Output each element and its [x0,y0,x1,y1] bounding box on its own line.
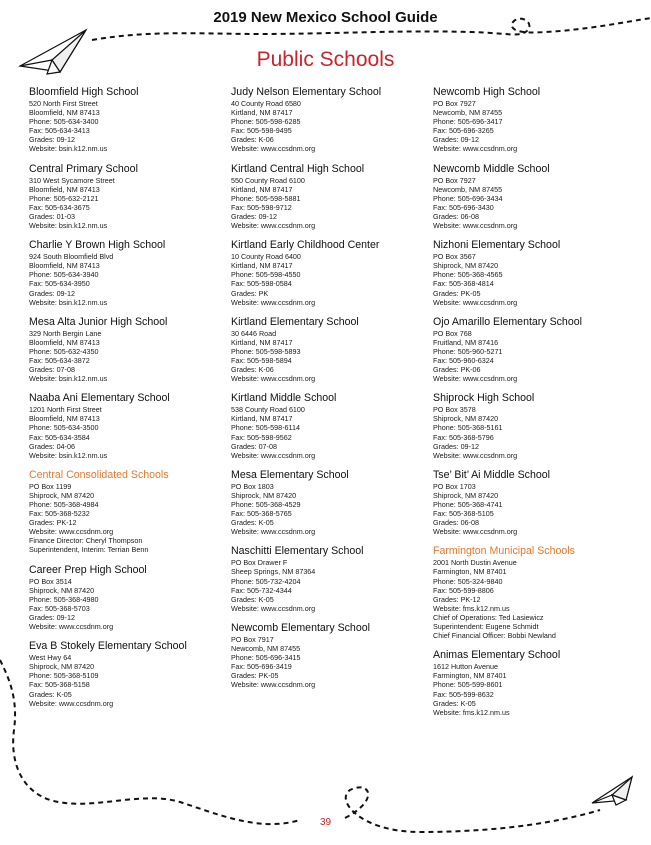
entry-detail-line: Website: www.ccsdnm.org [231,297,316,307]
entry-detail-line: Website: www.ccsdnm.org [29,622,114,632]
entry-detail-line: Fax: 505-634-3675 [29,202,90,212]
entry-detail-line: Grades: K-05 [231,518,274,528]
entry-detail-line: Bloomfield, NM 87413 [29,337,100,347]
entry-detail-line: Kirtland, NM 87417 [231,108,293,118]
entry-detail-line: Website: www.ccsdnm.org [231,450,316,460]
district-entry [433,545,633,640]
entry-detail-line: Website: www.ccsdnm.org [433,221,518,231]
entry-detail-line: Phone: 505-696-3415 [231,653,301,663]
entry-detail-line: PO Box 1199 [29,481,72,491]
entry-detail-line: 1612 Hutton Avenue [433,662,499,672]
entry-detail-line: Bloomfield, NM 87413 [29,414,100,424]
entry-detail-line: Newcomb, NM 87455 [433,108,503,118]
school-name: Kirtland Early Childhood Center [231,239,380,252]
entry-detail-line: PO Box 3514 [29,576,72,586]
entry-detail-line: Website: fms.k12.nm.us [433,603,510,613]
entry-detail-line: Farmington, NM 87401 [433,567,507,577]
entry-detail-line: 10 County Road 6400 [231,252,301,262]
entry-detail-line: Phone: 505-368-4980 [29,594,99,604]
entry-detail-line: Grades: PK-12 [29,518,77,528]
entry-detail-line: Newcomb, NM 87455 [433,184,503,194]
entry-detail-line: Fax: 505-732-4344 [231,585,292,595]
school-name: Central Primary School [29,162,138,175]
school-entry [231,239,431,307]
entry-detail-line: Bloomfield, NM 87413 [29,108,100,118]
entry-detail-line: 550 County Road 6100 [231,175,305,185]
entry-detail-line: Superintendent, Interim: Terrian Benn [29,545,149,555]
school-entry [231,163,431,231]
entry-detail-line: Phone: 505-324-9840 [433,576,503,586]
school-entry [231,622,431,690]
entry-detail-line: Kirtland, NM 87417 [231,261,293,271]
school-entry [433,649,633,717]
school-entry [29,163,229,231]
entry-detail-line: Grades: 09-12 [29,612,75,622]
school-name: Kirtland Central High School [231,162,365,175]
entry-detail-line: Fax: 505-634-3872 [29,355,90,365]
school-name: Newcomb Elementary School [231,621,370,634]
entry-detail-line: Grades: K-06 [231,135,274,145]
entry-detail-line: Kirtland, NM 87417 [231,337,293,347]
entry-detail-line: Bloomfield, NM 87413 [29,184,100,194]
entry-detail-line: Phone: 505-634-3400 [29,117,99,127]
school-entry [29,86,229,154]
entry-detail-line: Phone: 505-632-2121 [29,193,99,203]
entry-detail-line: Phone: 505-960-5271 [433,346,503,356]
entry-detail-line: Shiprock, NM 87420 [29,662,95,672]
entry-detail-line: Shiprock, NM 87420 [433,490,499,500]
entry-detail-line: Website: www.ccsdnm.org [29,698,114,708]
school-name: Kirtland Elementary School [231,315,359,328]
entry-detail-line: Website: www.ccsdnm.org [231,680,316,690]
entry-detail-line: Website: www.ccsdnm.org [433,527,518,537]
entry-detail-line: Kirtland, NM 87417 [231,184,293,194]
entry-detail-line: Fax: 505-599-8806 [433,585,494,595]
entry-detail-line: Shiprock, NM 87420 [29,585,95,595]
entry-detail-line: Fax: 505-960-6324 [433,355,494,365]
school-name: Mesa Elementary School [231,468,349,481]
entry-detail-line: Shiprock, NM 87420 [231,490,297,500]
entry-detail-line: Fax: 505-696-3265 [433,126,494,136]
entry-detail-line: Phone: 505-598-5881 [231,193,301,203]
entry-detail-line: Website: bsin.k12.nm.us [29,144,108,154]
paper-airplane-icon [592,777,632,805]
entry-detail-line: PO Box 1703 [433,481,476,491]
entry-detail-line: Finance Director: Cheryl Thompson [29,536,143,546]
entry-detail-line: Phone: 505-598-6114 [231,423,301,433]
entry-detail-line: Grades: 07-08 [231,441,277,451]
school-entry [29,316,229,384]
entry-detail-line: Grades: 09-12 [433,135,479,145]
entry-detail-line: Sheep Springs, NM 87364 [231,567,316,577]
entry-detail-line: Website: www.ccsdnm.org [231,144,316,154]
entry-detail-line: Website: fms.k12.nm.us [433,707,510,717]
school-name: Mesa Alta Junior High School [29,315,168,328]
entry-detail-line: Website: bsin.k12.nm.us [29,221,108,231]
school-name: Charlie Y Brown High School [29,239,166,252]
entry-detail-line: Kirtland, NM 87417 [231,414,293,424]
school-name: Naaba Ani Elementary School [29,392,170,405]
entry-detail-line: Phone: 505-368-5109 [29,671,99,681]
entry-detail-line: PO Box 7917 [231,634,274,644]
entry-detail-line: 1201 North First Street [29,405,102,415]
school-name: Shiprock High School [433,392,535,405]
entry-detail-line: Chief Financial Officer: Bobbi Newland [433,631,556,641]
entry-detail-line: Website: bsin.k12.nm.us [29,374,108,384]
entry-detail-line: 924 South Bloomfield Blvd [29,252,114,262]
entry-detail-line: Grades: PK-06 [433,365,481,375]
entry-detail-line: PO Box 1803 [231,481,274,491]
entry-detail-line: Fax: 505-368-5105 [433,509,494,519]
entry-detail-line: Fax: 505-696-3419 [231,662,292,672]
entry-detail-line: Fax: 505-634-3413 [29,126,90,136]
school-name: Newcomb Middle School [433,162,550,175]
school-name: Naschitti Elementary School [231,545,364,558]
school-name: Newcomb High School [433,86,541,98]
entry-detail-line: Phone: 505-696-3417 [433,117,503,127]
school-entry [231,316,431,384]
entry-detail-line: Grades: 09-12 [29,135,75,145]
school-column-3 [433,86,633,726]
entry-detail-line: Grades: K-05 [231,594,274,604]
district-entry [29,469,229,555]
entry-detail-line: Fax: 505-368-5703 [29,603,90,613]
entry-detail-line: Shiprock, NM 87420 [29,490,95,500]
school-entry [433,86,633,154]
entry-detail-line: Superintendent: Eugene Schmidt [433,622,539,632]
school-entry [231,469,431,537]
school-entry [433,316,633,384]
entry-detail-line: Grades: 06-08 [433,518,479,528]
entry-detail-line: Fax: 505-598-9712 [231,202,292,212]
entry-detail-line: Grades: K-05 [433,698,476,708]
entry-detail-line: Website: www.ccsdnm.org [433,374,518,384]
entry-detail-line: Website: www.ccsdnm.org [433,144,518,154]
entry-detail-line: Grades: 09-12 [29,288,75,298]
entry-detail-line: Fax: 505-634-3584 [29,432,90,442]
entry-detail-line: Phone: 505-599-8601 [433,680,503,690]
entry-detail-line: 310 West Sycamore Street [29,175,115,185]
school-entry [231,86,431,154]
entry-detail-line: Phone: 505-632-4350 [29,346,99,356]
entry-detail-line: Website: www.ccsdnm.org [433,297,518,307]
entry-detail-line: Shiprock, NM 87420 [433,261,499,271]
entry-detail-line: Grades: 01-03 [29,211,75,221]
entry-detail-line: PO Box 7927 [433,99,476,108]
page-title: Public Schools [256,48,395,71]
school-entry [29,239,229,307]
entry-detail-line: Farmington, NM 87401 [433,671,507,681]
page-number: 39 [319,817,332,828]
school-entry [29,640,229,708]
entry-detail-line: Website: www.ccsdnm.org [433,450,518,460]
entry-detail-line: Website: www.ccsdnm.org [231,374,316,384]
entry-detail-line: Grades: PK [231,288,269,298]
entry-detail-line: Fax: 505-598-5894 [231,355,292,365]
entry-detail-line: Website: bsin.k12.nm.us [29,450,108,460]
entry-detail-line: Phone: 505-696-3434 [433,193,503,203]
entry-detail-line: Website: bsin.k12.nm.us [29,297,108,307]
entry-detail-line: PO Box 3567 [433,252,476,262]
school-entry [433,469,633,537]
school-name: Career Prep High School [29,563,147,576]
entry-detail-line: Fax: 505-368-5158 [29,680,90,690]
entry-detail-line: Grades: 06-08 [433,211,479,221]
entry-detail-line: Fax: 505-634-3950 [29,279,90,289]
entry-detail-line: Grades: 04-06 [29,441,75,451]
entry-detail-line: Website: www.ccsdnm.org [231,603,316,613]
guide-header: 2019 New Mexico School Guide [213,9,438,26]
entry-detail-line: Grades: K-06 [231,365,274,375]
district-name: Farmington Municipal Schools [433,545,575,558]
entry-detail-line: Grades: K-05 [29,689,72,699]
entry-detail-line: Grades: PK-05 [231,671,279,681]
entry-detail-line: West Hwy 64 [29,653,72,663]
entry-detail-line: PO Box 768 [433,328,472,338]
entry-detail-line: Fax: 505-368-5796 [433,432,494,442]
entry-detail-line: Phone: 505-634-3940 [29,270,99,280]
entry-detail-line: Phone: 505-368-4984 [29,500,99,509]
entry-detail-line: Chief of Operations: Ted Lasiewicz [433,612,544,622]
entry-detail-line: Phone: 505-368-4565 [433,270,503,280]
entry-detail-line: PO Box 3578 [433,405,476,415]
entry-detail-line: Fax: 505-368-5765 [231,509,292,519]
district-name: Central Consolidated Schools [29,468,169,481]
school-entry [433,392,633,460]
entry-detail-line: Phone: 505-598-5893 [231,346,301,356]
school-entry [433,163,633,231]
entry-detail-line: 30 6446 Road [231,328,277,338]
entry-detail-line: Fax: 505-368-5232 [29,509,90,519]
entry-detail-line: Fax: 505-598-0584 [231,279,292,289]
entry-detail-line: PO Box 7927 [433,175,476,185]
entry-detail-line: Phone: 505-732-4204 [231,576,301,586]
entry-detail-line: Fax: 505-598-9562 [231,432,292,442]
entry-detail-line: Phone: 505-368-4741 [433,500,503,509]
school-column-2 [231,86,431,699]
entry-detail-line: Bloomfield, NM 87413 [29,261,100,271]
entry-detail-line: Phone: 505-368-4529 [231,500,301,509]
entry-detail-line: 520 North First Street [29,99,98,108]
school-column-1 [29,86,229,717]
entry-detail-line: PO Box Drawer F [231,558,288,568]
entry-detail-line: Website: www.ccsdnm.org [231,221,316,231]
entry-detail-line: Grades: PK-12 [433,594,481,604]
school-name: Ojo Amarillo Elementary School [433,315,582,328]
entry-detail-line: Website: www.ccsdnm.org [29,527,114,537]
school-name: Animas Elementary School [433,649,561,662]
entry-detail-line: Fruitland, NM 87416 [433,337,499,347]
entry-detail-line: 2001 North Dustin Avenue [433,558,517,568]
entry-detail-line: Shiprock, NM 87420 [433,414,499,424]
entry-detail-line: 329 North Bergin Lane [29,328,102,338]
entry-detail-line: Grades: 07-08 [29,365,75,375]
school-entry [433,239,633,307]
school-name: Eva B Stokely Elementary School [29,640,187,653]
entry-detail-line: Phone: 505-598-6285 [231,117,301,127]
entry-detail-line: Grades: 09-12 [433,441,479,451]
school-entry [231,545,431,613]
school-name: Kirtland Middle School [231,392,337,405]
entry-detail-line: 538 County Road 6100 [231,405,305,415]
school-entry [231,392,431,460]
school-name: Tse’ Bit’ Ai Middle School [433,468,550,481]
school-name: Bloomfield High School [29,86,139,98]
school-name: Judy Nelson Elementary School [231,86,382,98]
school-entry [29,392,229,460]
entry-detail-line: Phone: 505-598-4550 [231,270,301,280]
school-name: Nizhoni Elementary School [433,239,561,252]
entry-detail-line: Phone: 505-368-5161 [433,423,503,433]
entry-detail-line: Grades: 09-12 [231,211,277,221]
entry-detail-line: Fax: 505-599-8632 [433,689,494,699]
entry-detail-line: Phone: 505-634-3500 [29,423,99,433]
entry-detail-line: Fax: 505-598-9495 [231,126,292,136]
entry-detail-line: Fax: 505-368-4814 [433,279,494,289]
entry-detail-line: Fax: 505-696-3430 [433,202,494,212]
school-entry [29,564,229,632]
entry-detail-line: Grades: PK-05 [433,288,481,298]
entry-detail-line: 40 County Road 6580 [231,99,301,108]
entry-detail-line: Newcomb, NM 87455 [231,644,301,654]
entry-detail-line: Website: www.ccsdnm.org [231,527,316,537]
